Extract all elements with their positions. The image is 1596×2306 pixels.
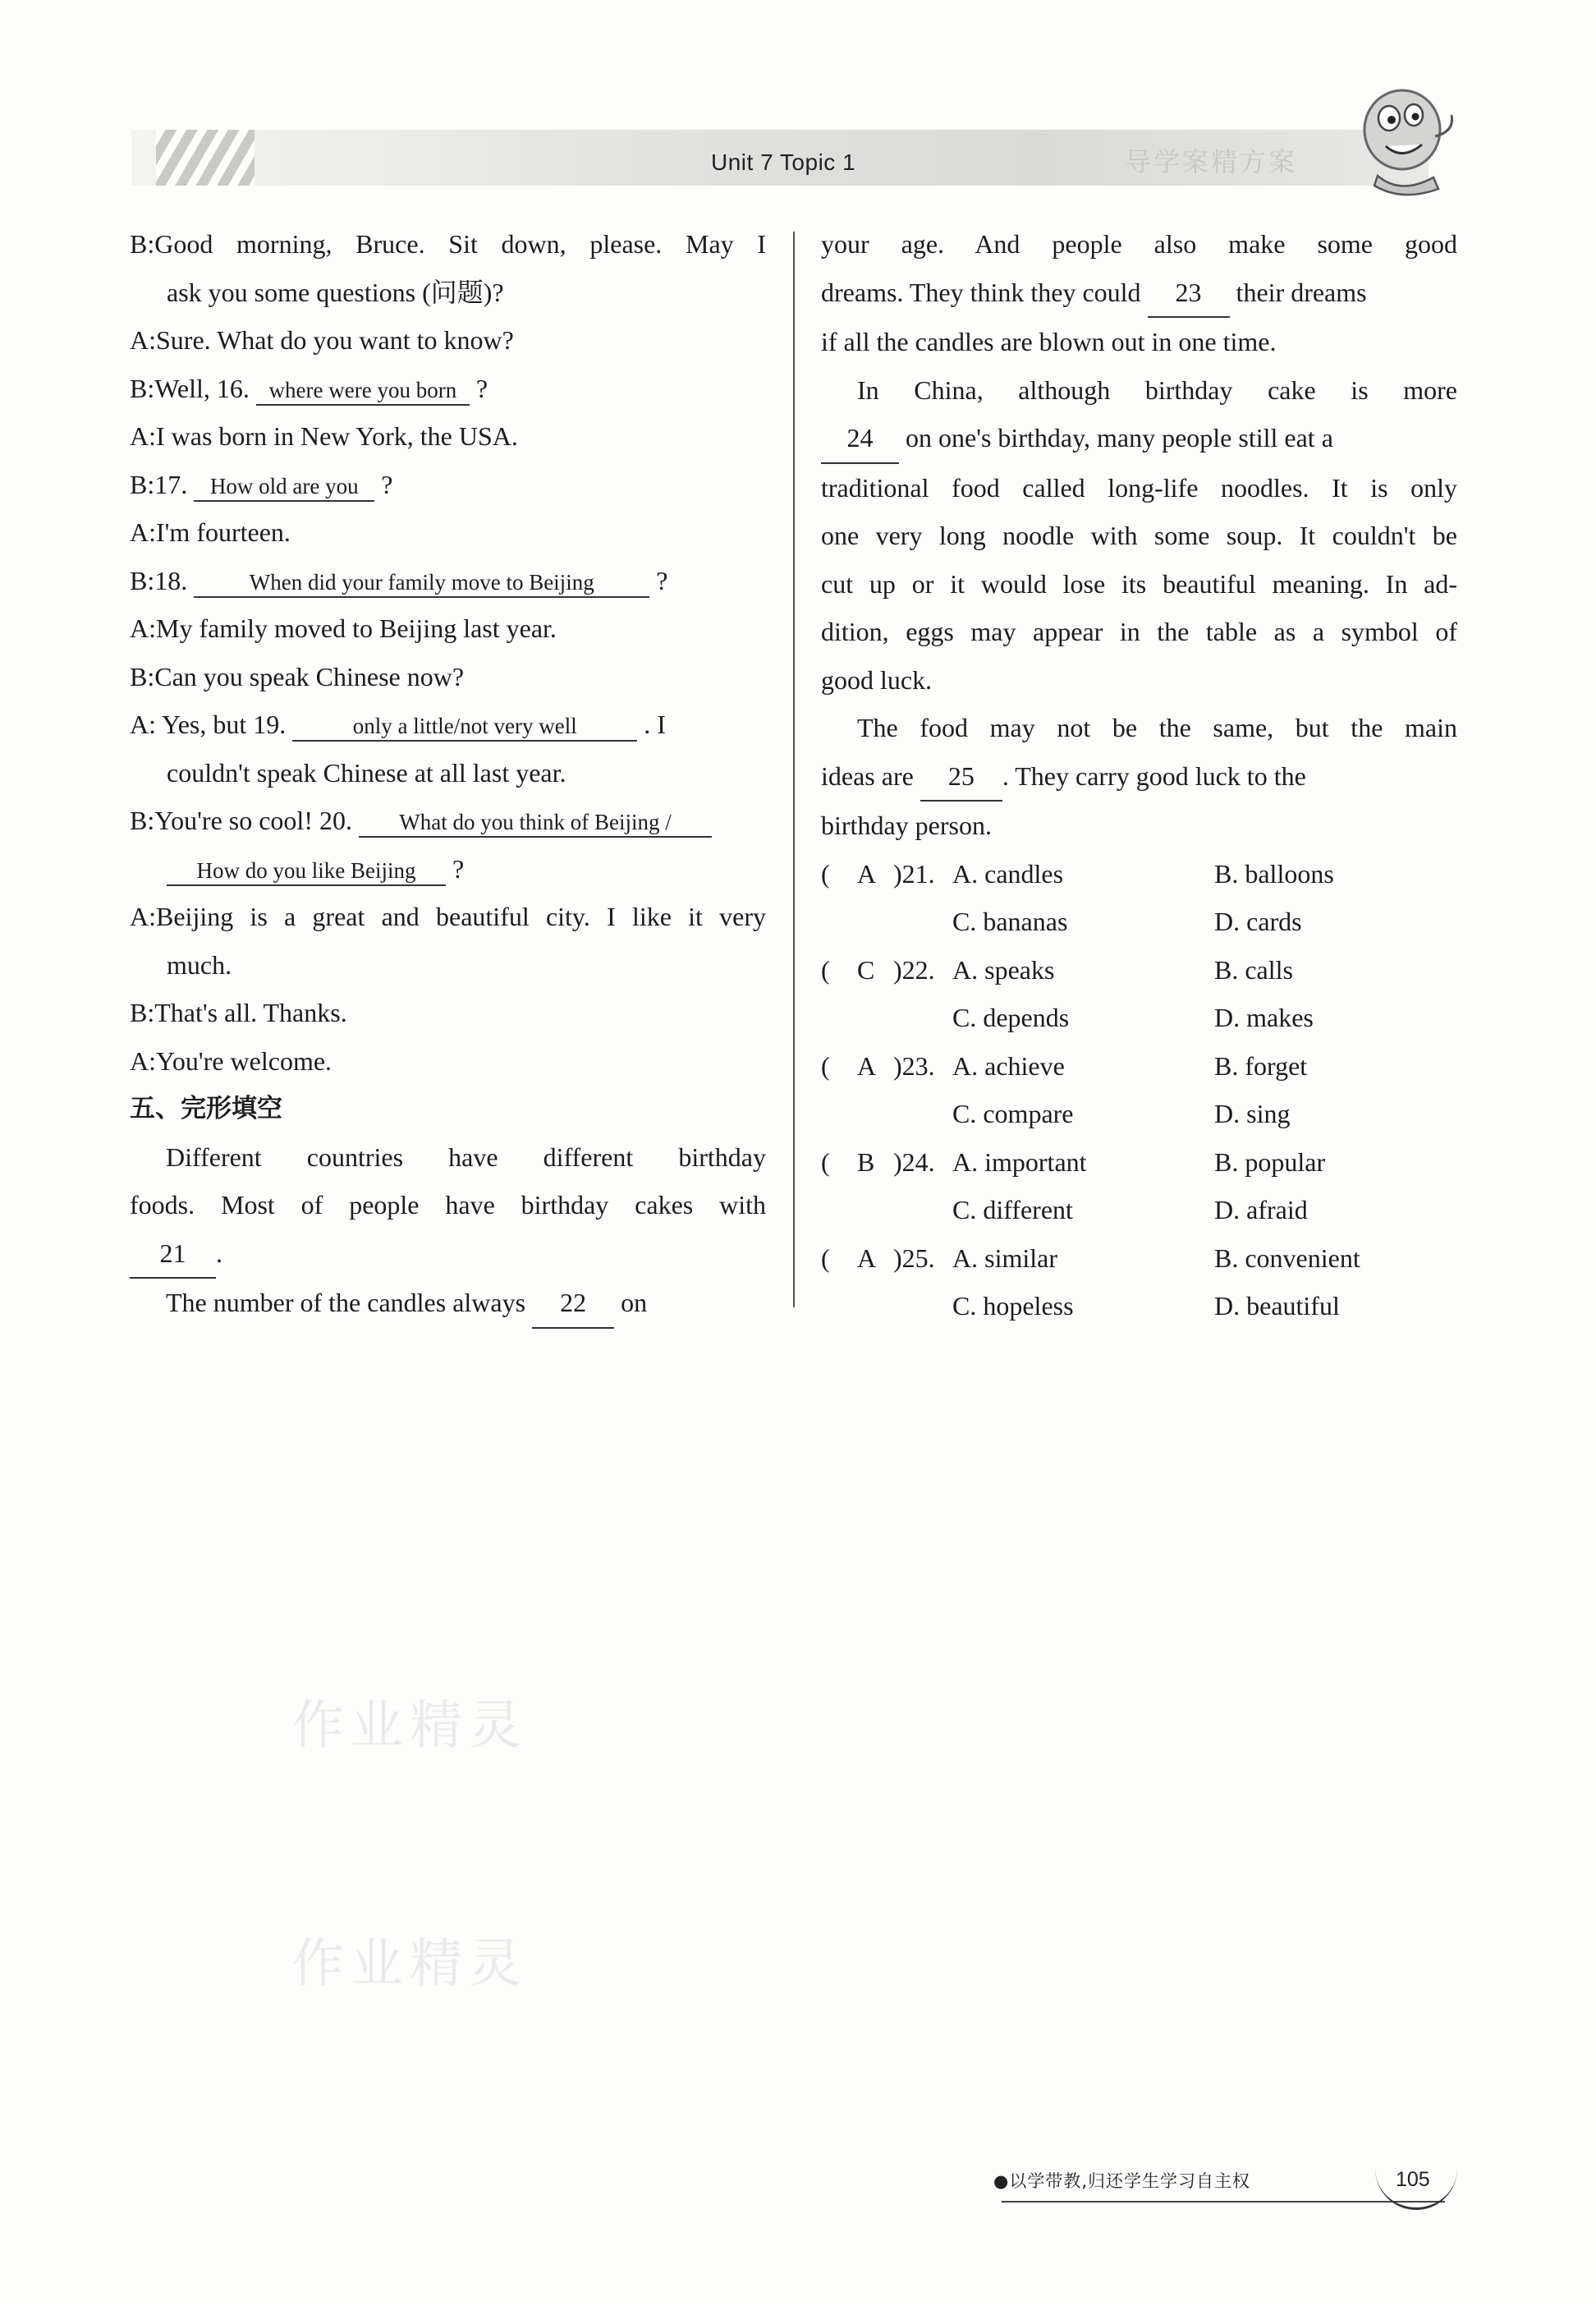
cloze-passage-left: [130, 1133, 766, 1329]
text-line: A:Sure. What do you want to know?: [130, 325, 514, 355]
option-choice: A. important: [952, 1146, 1087, 1177]
text-line: couldn't speak Chinese at all last year.: [167, 757, 566, 788]
text-line: ask you some questions (问题)?: [167, 277, 504, 307]
text-line: B:Good morning, Bruce. Sit down, please. May I: [130, 229, 766, 259]
text-line: one very long noodle with some soup. It couldn't be: [821, 521, 1457, 550]
text-line: B:Can you speak Chinese now?: [130, 661, 465, 691]
text-line: Different countries have different birthday: [166, 1142, 766, 1172]
page-number: 105: [1396, 2168, 1430, 2191]
line-text: ?: [475, 373, 488, 403]
passage-line: [821, 269, 1457, 319]
section-title: 五、完形填空: [130, 1094, 282, 1123]
passage-line: [821, 414, 1457, 464]
line-text: B:You're so cool! 20.: [130, 806, 352, 835]
blank-number: 22: [532, 1279, 614, 1329]
option-choice: C. compare: [952, 1099, 1074, 1128]
header-series-name: 导学案精方案: [1125, 147, 1298, 177]
passage-line: [130, 1229, 766, 1279]
text-line: dition, eggs may appear in the table as a symbol of: [821, 617, 1457, 646]
text-line: cut up or it would lose its beautiful meaning. In ad-: [821, 568, 1457, 599]
text-line: A:You're welcome.: [130, 1045, 332, 1076]
line-text: ?: [381, 469, 393, 499]
left-column: [130, 220, 766, 1329]
question-number: )24.: [893, 1146, 935, 1177]
answer-bracket: (: [821, 858, 830, 889]
selected-answer: A: [857, 858, 877, 889]
option-row: [821, 1138, 1457, 1187]
text-line: much.: [167, 949, 232, 980]
dialogue-line: [130, 845, 766, 893]
question-number: )21.: [893, 858, 935, 889]
selected-answer: B: [857, 1146, 875, 1177]
passage-line: [130, 1279, 766, 1329]
answer-blank: How old are you: [194, 472, 374, 502]
right-column: [821, 220, 1457, 1330]
cloze-passage-right: [821, 220, 1457, 850]
text-line: birthday person.: [821, 811, 992, 840]
blank-number: 24: [821, 414, 899, 464]
line-text: on one's birthday, many people still eat a: [899, 423, 1333, 452]
option-choice: A. speaks: [952, 954, 1055, 985]
answer-bracket: (: [821, 1146, 830, 1177]
text-line: good luck.: [821, 664, 933, 695]
text-line: your age. And people also make some good: [821, 229, 1457, 259]
line-text: ?: [452, 853, 465, 884]
answer-blank: only a little/not very well: [292, 712, 637, 742]
line-text: . They carry good luck to the: [1002, 760, 1306, 791]
answer-blank: where were you born: [256, 376, 470, 406]
text-line: A:My family moved to Beijing last year.: [130, 613, 557, 643]
dialogue-section: [130, 220, 766, 1085]
dialogue-line: [130, 461, 766, 509]
option-row: [821, 994, 1457, 1042]
text-line: B:That's all. Thanks.: [130, 998, 347, 1027]
option-row: [821, 1042, 1457, 1091]
selected-answer: A: [857, 1050, 877, 1081]
answer-blank: When did your family move to Beijing: [194, 568, 649, 598]
passage-line: [821, 752, 1457, 802]
selected-answer: A: [857, 1243, 877, 1273]
header-title: Unit 7 Topic 1: [711, 149, 856, 175]
option-choice: C. bananas: [952, 907, 1068, 936]
blank-number: 23: [1148, 269, 1230, 319]
header-stripes: [156, 130, 255, 186]
option-row: [821, 898, 1457, 946]
watermark: 作业精灵: [291, 1934, 528, 1995]
option-choice: D. beautiful: [1214, 1291, 1340, 1321]
option-row: [821, 1282, 1457, 1330]
selected-answer: C: [857, 954, 875, 985]
line-text: B:17.: [130, 469, 188, 499]
option-choice: D. makes: [1214, 1003, 1314, 1032]
dialogue-line: [130, 365, 766, 413]
option-choice: B. forget: [1214, 1050, 1308, 1081]
cloze-options: [821, 850, 1457, 1330]
option-choice: C. depends: [952, 1003, 1070, 1032]
line-text: on: [614, 1288, 648, 1317]
dialogue-line: [130, 557, 766, 605]
blank-number: 21: [130, 1229, 216, 1279]
text-line: A:I'm fourteen.: [130, 517, 291, 547]
option-choice: A. candles: [952, 858, 1064, 889]
option-choice: A. similar: [952, 1243, 1057, 1273]
line-text: A: Yes, but 19.: [130, 710, 287, 739]
column-divider: [793, 232, 795, 1307]
option-row: [821, 850, 1457, 898]
option-row: [821, 1090, 1457, 1138]
line-text: ideas are: [821, 760, 920, 791]
option-choice: C. different: [952, 1195, 1073, 1224]
answer-bracket: (: [821, 1243, 830, 1273]
answer-blank: What do you think of Beijing /: [359, 808, 712, 838]
option-choice: B. balloons: [1214, 858, 1334, 889]
mascot-icon: [1353, 79, 1460, 202]
answer-blank: How do you like Beijing: [167, 857, 446, 886]
option-choice: B. calls: [1214, 954, 1293, 985]
text-line: The food may not be the same, but the main: [857, 713, 1457, 742]
text-line: A:I was born in New York, the USA.: [130, 421, 518, 451]
line-text: . I: [644, 710, 666, 739]
option-choice: C. hopeless: [952, 1291, 1074, 1321]
text-line: if all the candles are blown out in one time.: [821, 327, 1277, 356]
line-text: ?: [656, 565, 668, 595]
question-number: )23.: [893, 1050, 935, 1081]
option-choice: B. convenient: [1214, 1243, 1360, 1273]
option-choice: A. achieve: [952, 1050, 1065, 1081]
line-text: The number of the candles always: [166, 1288, 526, 1317]
footer-slogan: ●以学带教,归还学生学习自主权: [993, 2171, 1250, 2191]
line-text: .: [216, 1238, 222, 1268]
text-line: A:Beijing is a great and beautiful city. I like it very: [130, 902, 766, 931]
answer-bracket: (: [821, 954, 830, 985]
option-choice: B. popular: [1214, 1146, 1326, 1177]
answer-bracket: (: [821, 1050, 830, 1081]
option-choice: D. sing: [1214, 1099, 1291, 1128]
line-text: B:Well, 16.: [130, 373, 250, 403]
option-row: [821, 946, 1457, 995]
option-row: [821, 1186, 1457, 1234]
option-row: [821, 1234, 1457, 1283]
question-number: )25.: [893, 1243, 935, 1273]
text-line: In China, although birthday cake is more: [857, 374, 1457, 405]
line-text: their dreams: [1229, 277, 1367, 307]
watermark: 作业精灵: [291, 1696, 528, 1757]
dialogue-line: [130, 797, 766, 845]
text-line: foods. Most of people have birthday cakes with: [130, 1190, 766, 1220]
option-choice: D. cards: [1214, 907, 1302, 936]
blank-number: 25: [920, 752, 1002, 802]
option-choice: D. afraid: [1214, 1195, 1308, 1224]
line-text: B:18.: [130, 565, 188, 595]
text-line: traditional food called long-life noodles. It is only: [821, 472, 1457, 503]
line-text: dreams. They think they could: [821, 277, 1141, 307]
question-number: )22.: [893, 954, 935, 985]
dialogue-line: [130, 701, 766, 749]
footer-rule: [1002, 2201, 1445, 2203]
